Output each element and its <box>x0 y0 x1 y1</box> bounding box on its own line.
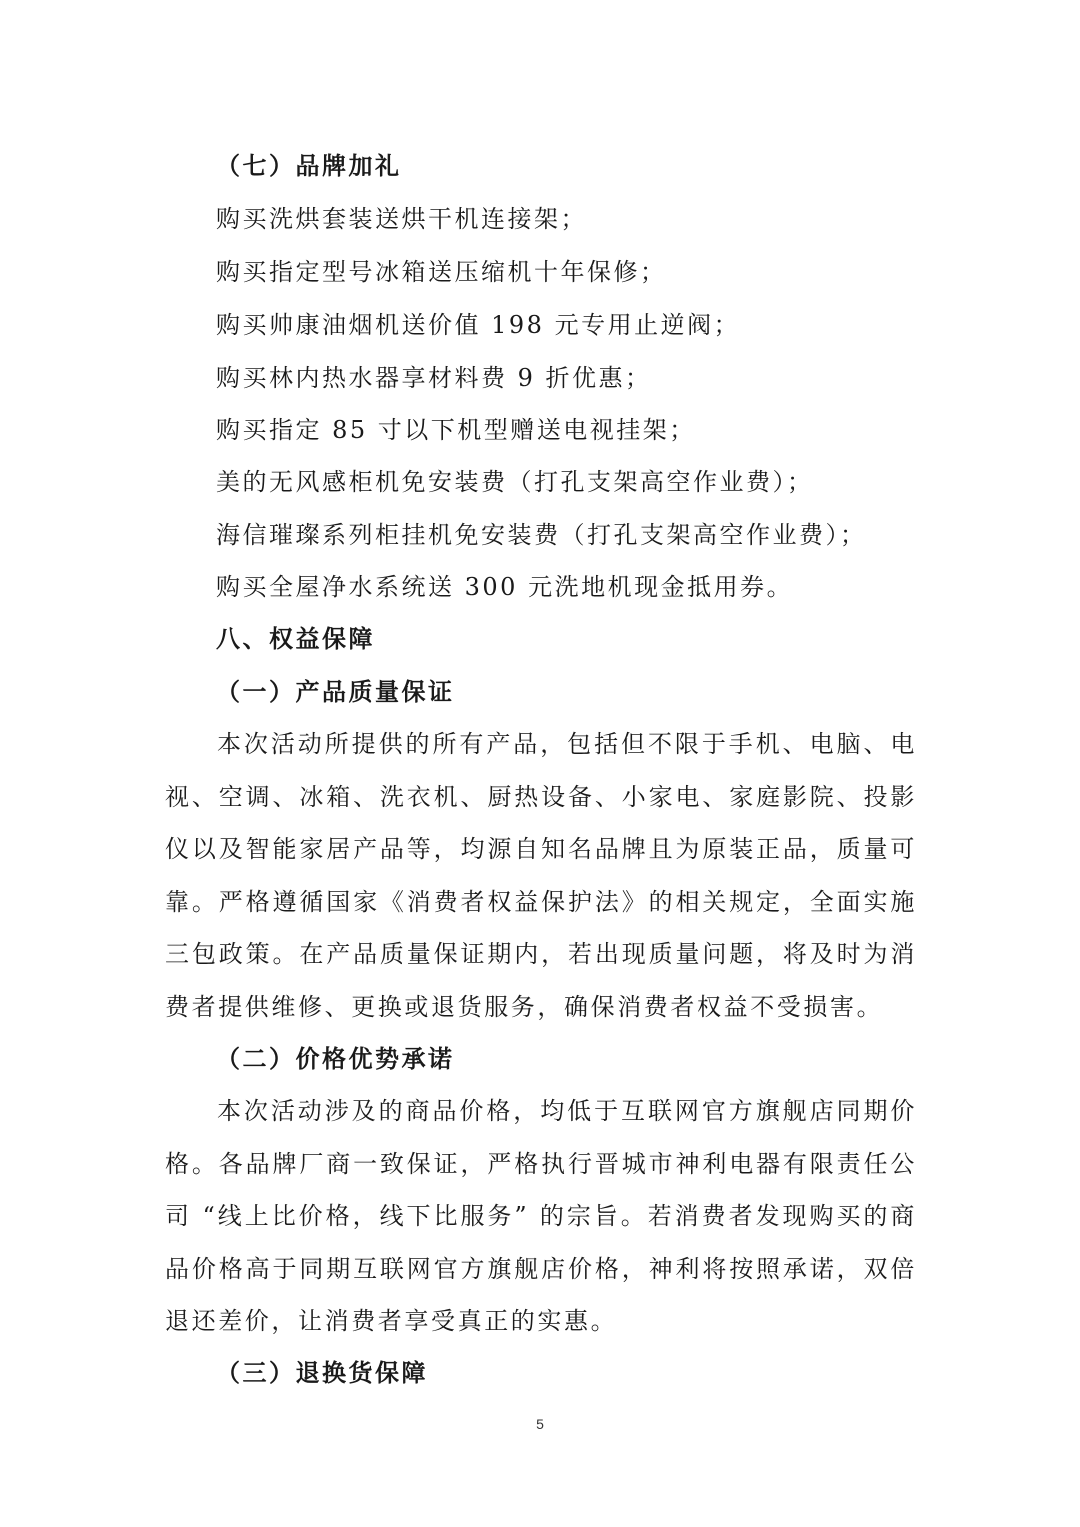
list-item: 购买林内热水器享材料费 9 折优惠； <box>216 364 652 392</box>
list-item: 购买指定 85 寸以下机型赠送电视挂架； <box>216 416 696 444</box>
list-item: 购买全屋净水系统送 300 元洗地机现金抵用券。 <box>216 573 794 601</box>
page-number: 5 <box>536 1416 544 1432</box>
subsection-heading-returns: （三）退换货保障 <box>216 1358 428 1387</box>
section-8-heading: 八、权益保障 <box>216 624 375 653</box>
list-item: 购买帅康油烟机送价值 198 元专用止逆阀； <box>216 311 741 339</box>
list-item: 美的无风感柜机免安装费（打孔支架高空作业费）； <box>216 468 814 496</box>
paragraph-quality: 本次活动所提供的所有产品，包括但不限于手机、电脑、电视、空调、冰箱、洗衣机、厨热设备、小家电、家庭影院、投影仪以及智能家居产品等，均源自知名品牌且为原装正品，质量可靠。严格遵循国家《消费者权益保护法》的相关规定，全面实施三包政策。在产品质量保证期内，若出现质量问题，将及时为消费者提供维修、更换或退货服务，确保消费者权益不受损害。 <box>165 730 917 1021</box>
list-item: 海信璀璨系列柜挂机免安装费（打孔支架高空作业费）； <box>216 521 867 549</box>
subsection-heading-price: （二）价格优势承诺 <box>216 1044 455 1073</box>
subsection-heading-quality: （一）产品质量保证 <box>216 677 455 706</box>
paragraph-price: 本次活动涉及的商品价格，均低于互联网官方旗舰店同期价格。各品牌厂商一致保证，严格执行晋城市神利电器有限责任公司 “线上比价格，线下比服务” 的宗旨。若消费者发现购买的商品价格高于同期互联网官方旗舰店价格，神利将按照承诺，双倍退还差价，让消费者享受真正的实惠。 <box>165 1097 917 1335</box>
list-item: 购买洗烘套装送烘干机连接架； <box>216 205 587 233</box>
list-item: 购买指定型号冰箱送压缩机十年保修； <box>216 258 667 286</box>
section-7-heading: （七）品牌加礼 <box>216 151 402 180</box>
